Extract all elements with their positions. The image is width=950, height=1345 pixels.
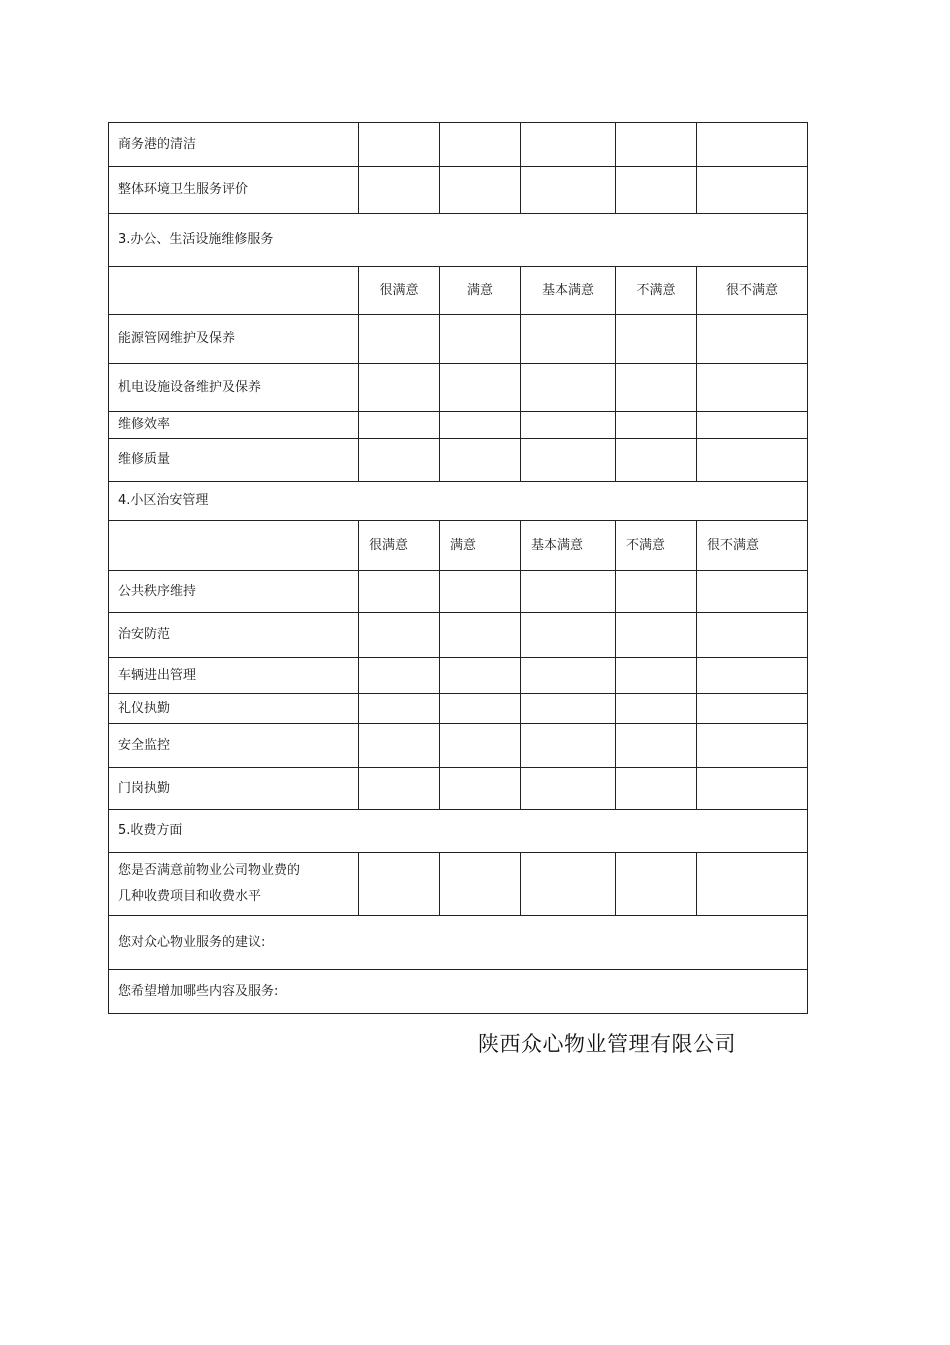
rating-cell[interactable] <box>359 412 440 439</box>
rating-cell[interactable] <box>616 315 697 364</box>
rating-cell[interactable] <box>521 853 616 916</box>
table-row <box>109 613 808 658</box>
rating-cell[interactable] <box>359 694 440 724</box>
rating-cell[interactable] <box>616 439 697 482</box>
table-row <box>109 364 808 412</box>
rating-cell[interactable] <box>697 123 808 167</box>
rating-cell[interactable] <box>697 658 808 694</box>
rating-cell[interactable] <box>616 167 697 214</box>
rating-cell[interactable] <box>521 613 616 658</box>
item-label: 门岗执勤 <box>109 768 359 810</box>
rating-cell[interactable] <box>521 123 616 167</box>
table-row <box>109 167 808 214</box>
option-satisfied: 满意 <box>440 267 521 315</box>
item-label: 公共秩序维持 <box>109 571 359 613</box>
item-label: 整体环境卫生服务评价 <box>109 167 359 214</box>
rating-cell[interactable] <box>440 768 521 810</box>
option-dissatisfied: 不满意 <box>616 267 697 315</box>
rating-cell[interactable] <box>697 768 808 810</box>
rating-cell[interactable] <box>440 439 521 482</box>
section-title: 3.办公、生活设施维修服务 <box>109 214 808 267</box>
rating-cell[interactable] <box>697 613 808 658</box>
rating-cell[interactable] <box>697 167 808 214</box>
rating-cell[interactable] <box>440 724 521 768</box>
additional-services-field[interactable]: 您希望增加哪些内容及服务: <box>109 970 808 1014</box>
rating-cell[interactable] <box>616 412 697 439</box>
rating-cell[interactable] <box>521 571 616 613</box>
rating-cell[interactable] <box>616 694 697 724</box>
option-basically-satisfied: 基本满意 <box>521 267 616 315</box>
rating-cell[interactable] <box>359 571 440 613</box>
rating-cell[interactable] <box>616 724 697 768</box>
rating-cell[interactable] <box>359 853 440 916</box>
table-row <box>109 694 808 724</box>
rating-cell[interactable] <box>359 167 440 214</box>
item-label: 维修效率 <box>109 412 359 439</box>
rating-cell[interactable] <box>359 658 440 694</box>
option-basically-satisfied: 基本满意 <box>521 521 616 571</box>
rating-cell[interactable] <box>440 853 521 916</box>
rating-cell[interactable] <box>697 571 808 613</box>
item-label: 礼仪执勤 <box>109 694 359 724</box>
option-very-dissatisfied: 很不满意 <box>697 521 808 571</box>
section-title: 5.收费方面 <box>109 810 808 853</box>
rating-cell[interactable] <box>521 724 616 768</box>
rating-cell[interactable] <box>440 571 521 613</box>
rating-cell[interactable] <box>616 613 697 658</box>
rating-cell[interactable] <box>616 364 697 412</box>
item-label: 治安防范 <box>109 613 359 658</box>
rating-cell[interactable] <box>616 658 697 694</box>
rating-cell[interactable] <box>697 694 808 724</box>
rating-cell[interactable] <box>616 123 697 167</box>
rating-cell[interactable] <box>521 364 616 412</box>
table-row <box>109 123 808 167</box>
rating-cell[interactable] <box>521 412 616 439</box>
item-label: 维修质量 <box>109 439 359 482</box>
rating-cell[interactable] <box>697 364 808 412</box>
rating-cell[interactable] <box>440 694 521 724</box>
option-satisfied: 满意 <box>440 521 521 571</box>
fee-question-line1: 您是否满意前物业公司物业费的 <box>118 863 301 878</box>
item-label: 机电设施设备维护及保养 <box>109 364 359 412</box>
item-label: 商务港的清洁 <box>109 123 359 167</box>
rating-cell[interactable] <box>521 694 616 724</box>
rating-cell[interactable] <box>521 768 616 810</box>
satisfaction-survey-table <box>108 122 808 1014</box>
section-header-row <box>109 482 808 521</box>
table-row <box>109 724 808 768</box>
option-very-satisfied: 很满意 <box>359 521 440 571</box>
blank-cell <box>109 521 359 571</box>
rating-cell[interactable] <box>697 853 808 916</box>
table-row <box>109 658 808 694</box>
suggestion-field[interactable]: 您对众心物业服务的建议: <box>109 916 808 970</box>
rating-cell[interactable] <box>616 853 697 916</box>
rating-cell[interactable] <box>697 412 808 439</box>
item-label: 能源管网维护及保养 <box>109 315 359 364</box>
rating-cell[interactable] <box>359 439 440 482</box>
table-row <box>109 853 808 916</box>
table-row <box>109 439 808 482</box>
suggestion-row <box>109 916 808 970</box>
rating-cell[interactable] <box>521 315 616 364</box>
section-header-row <box>109 214 808 267</box>
item-label: 车辆进出管理 <box>109 658 359 694</box>
rating-cell[interactable] <box>440 123 521 167</box>
table-row <box>109 315 808 364</box>
rating-cell[interactable] <box>359 123 440 167</box>
rating-cell[interactable] <box>440 167 521 214</box>
section-title: 4.小区治安管理 <box>109 482 808 521</box>
table-row <box>109 571 808 613</box>
options-header-row <box>109 521 808 571</box>
fee-question-label <box>109 853 359 916</box>
company-name: 陕西众心物业管理有限公司 <box>478 1032 736 1056</box>
rating-cell[interactable] <box>521 439 616 482</box>
rating-cell[interactable] <box>521 658 616 694</box>
rating-cell[interactable] <box>359 768 440 810</box>
rating-cell[interactable] <box>616 768 697 810</box>
blank-cell <box>109 267 359 315</box>
item-label: 安全监控 <box>109 724 359 768</box>
section-header-row <box>109 810 808 853</box>
rating-cell[interactable] <box>616 571 697 613</box>
table-row <box>109 412 808 439</box>
option-very-satisfied: 很满意 <box>359 267 440 315</box>
additional-services-row <box>109 970 808 1014</box>
rating-cell[interactable] <box>359 364 440 412</box>
rating-cell[interactable] <box>440 412 521 439</box>
rating-cell[interactable] <box>440 658 521 694</box>
rating-cell[interactable] <box>440 364 521 412</box>
rating-cell[interactable] <box>359 724 440 768</box>
options-header-row <box>109 267 808 315</box>
option-dissatisfied: 不满意 <box>616 521 697 571</box>
rating-cell[interactable] <box>440 315 521 364</box>
option-very-dissatisfied: 很不满意 <box>697 267 808 315</box>
rating-cell[interactable] <box>697 724 808 768</box>
rating-cell[interactable] <box>359 315 440 364</box>
rating-cell[interactable] <box>521 167 616 214</box>
rating-cell[interactable] <box>697 439 808 482</box>
fee-question-line2: 几种收费项目和收费水平 <box>118 889 262 904</box>
rating-cell[interactable] <box>697 315 808 364</box>
table-row <box>109 768 808 810</box>
rating-cell[interactable] <box>440 613 521 658</box>
rating-cell[interactable] <box>359 613 440 658</box>
